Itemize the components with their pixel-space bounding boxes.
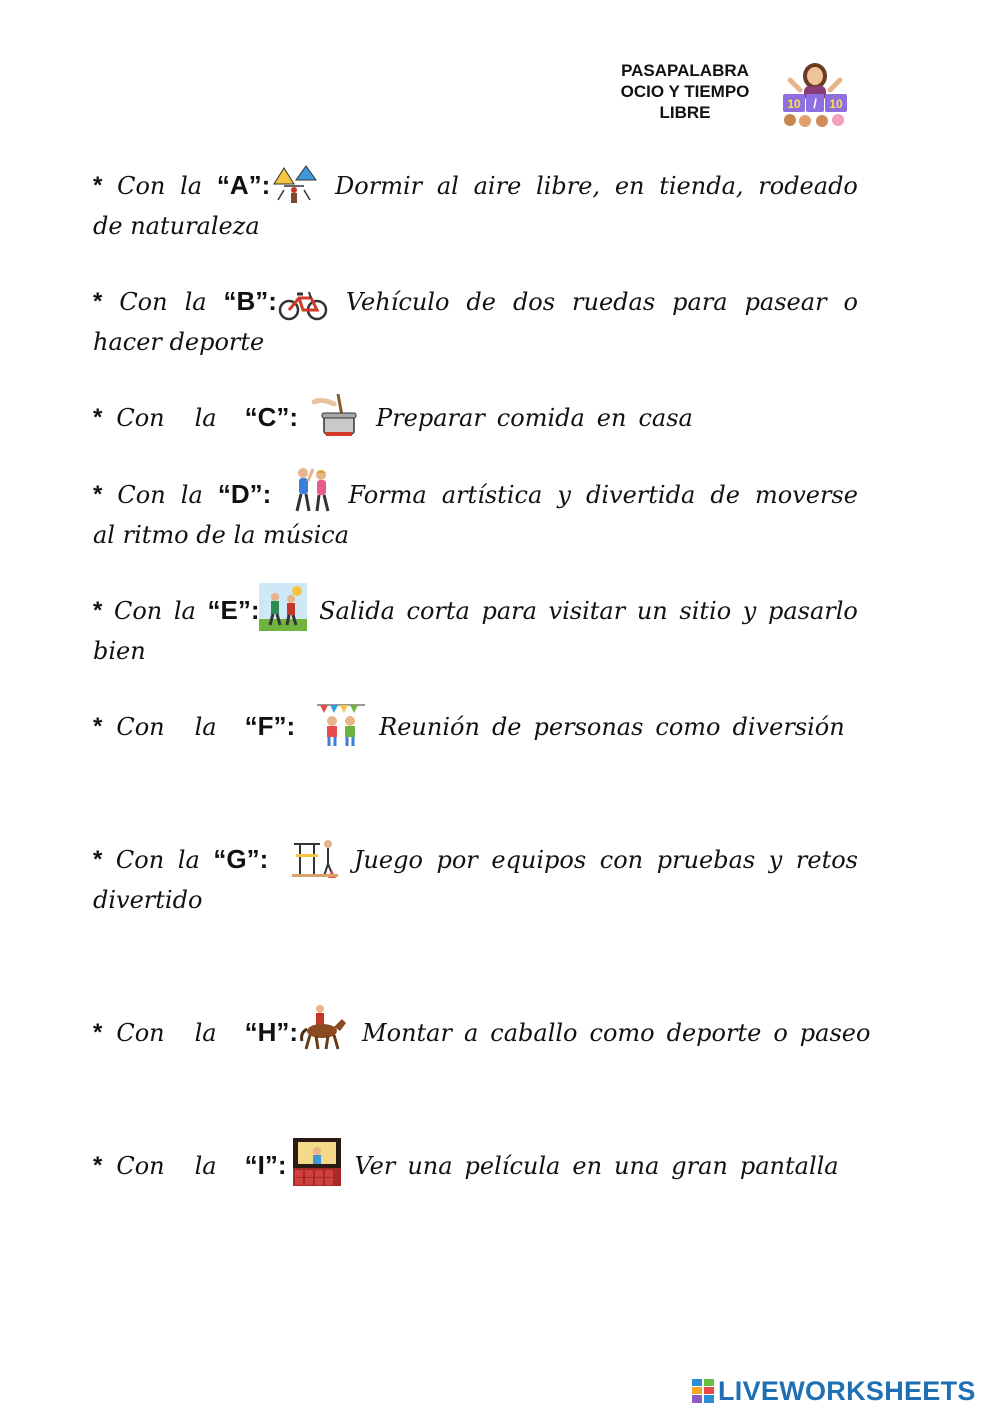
bitmoji-avatar-icon bbox=[780, 56, 850, 128]
clue-word: tienda, bbox=[659, 172, 744, 200]
clue-word: la bbox=[194, 713, 217, 741]
clue-word: equipos bbox=[491, 846, 587, 874]
clue-letter: “A”: bbox=[216, 170, 271, 200]
clue-word: Ver bbox=[354, 1152, 396, 1180]
clue-word: en bbox=[572, 1152, 603, 1180]
clue-word: casa bbox=[638, 404, 693, 432]
clue-word: artística bbox=[441, 481, 543, 509]
bicycle-icon bbox=[277, 288, 329, 322]
title-line: PASAPALABRA bbox=[621, 61, 749, 80]
clue-item-h bbox=[93, 1013, 871, 1053]
clue-item-a bbox=[93, 166, 858, 246]
worksheet-title bbox=[595, 60, 775, 123]
clue-letter: “B”: bbox=[223, 286, 277, 316]
clue-word: la bbox=[180, 172, 203, 200]
clue-word: la bbox=[173, 597, 196, 625]
clue-word: la bbox=[194, 404, 217, 432]
clue-word: Con bbox=[116, 1152, 165, 1180]
dancing-people-icon bbox=[291, 465, 333, 515]
clue-word: Preparar bbox=[376, 404, 485, 432]
svg-text:10: 10 bbox=[787, 97, 801, 111]
clue-word: pasarlo bbox=[767, 597, 858, 625]
clue-word: ruedas bbox=[572, 288, 656, 316]
clue-line bbox=[93, 1146, 858, 1186]
svg-text:/: / bbox=[813, 96, 817, 111]
svg-text:10: 10 bbox=[829, 97, 843, 111]
clue-letter: “I”: bbox=[244, 1150, 287, 1180]
clue-item-e bbox=[93, 591, 858, 671]
clue-word: Con bbox=[119, 288, 168, 316]
clue-word: deporte bbox=[666, 1019, 762, 1047]
clue-word: de bbox=[491, 713, 522, 741]
clue-word: la bbox=[184, 288, 207, 316]
clue-word: aire bbox=[473, 172, 522, 200]
clue-line bbox=[93, 707, 858, 747]
clue-letter: “G”: bbox=[213, 844, 269, 874]
horse-riding-icon bbox=[298, 1005, 348, 1053]
clue-word: como bbox=[589, 1019, 655, 1047]
bullet-marker: * bbox=[93, 597, 103, 624]
hiking-excursion-icon bbox=[259, 583, 307, 631]
clue-word: Con bbox=[116, 713, 165, 741]
cooking-pot-icon bbox=[312, 392, 362, 438]
clue-item-g bbox=[93, 840, 858, 920]
clue-word: moverse bbox=[754, 481, 858, 509]
clue-word: Forma bbox=[348, 481, 427, 509]
clue-word: en bbox=[614, 172, 645, 200]
clue-word: retos bbox=[795, 846, 858, 874]
clue-word: y bbox=[557, 481, 571, 509]
clue-word: y bbox=[768, 846, 783, 874]
clue-letter: “C”: bbox=[244, 402, 299, 432]
clue-word: corta bbox=[406, 597, 470, 625]
clue-word: la bbox=[180, 481, 203, 509]
clue-line bbox=[93, 475, 858, 515]
clue-word: la bbox=[177, 846, 200, 874]
clue-word: Montar bbox=[362, 1019, 452, 1047]
clue-word: película bbox=[464, 1152, 561, 1180]
clue-letter: “D”: bbox=[217, 479, 272, 509]
bullet-marker: * bbox=[93, 288, 103, 315]
title-line: OCIO Y TIEMPO bbox=[620, 82, 750, 101]
clue-word: para bbox=[481, 597, 537, 625]
clue-word: por bbox=[436, 846, 478, 874]
gymkhana-game-icon bbox=[290, 836, 340, 880]
clue-word: Reunión bbox=[379, 713, 480, 741]
bullet-marker: * bbox=[93, 404, 103, 431]
clue-item-b bbox=[93, 282, 858, 362]
clue-continuation: de naturaleza bbox=[93, 212, 260, 240]
clue-word: y bbox=[742, 597, 757, 625]
clue-continuation: divertido bbox=[93, 886, 203, 914]
bullet-marker: * bbox=[93, 846, 103, 873]
clue-word: de bbox=[710, 481, 740, 509]
clue-word: una bbox=[407, 1152, 453, 1180]
clue-word: de bbox=[466, 288, 496, 316]
clue-line bbox=[93, 591, 858, 631]
clue-word: pruebas bbox=[656, 846, 756, 874]
liveworksheets-branding[interactable] bbox=[692, 1376, 976, 1406]
clue-word: visitar bbox=[548, 597, 626, 625]
clue-letter: “E”: bbox=[207, 595, 260, 625]
clue-word: la bbox=[194, 1019, 217, 1047]
clue-word: personas bbox=[533, 713, 644, 741]
clue-word: o bbox=[843, 288, 858, 316]
party-people-icon bbox=[317, 701, 365, 747]
clue-continuation: hacer deporte bbox=[93, 328, 265, 356]
clue-word: libre, bbox=[536, 172, 601, 200]
clue-word: la bbox=[194, 1152, 217, 1180]
bullet-marker: * bbox=[93, 713, 103, 740]
clue-item-c bbox=[93, 398, 858, 438]
clue-word: comida bbox=[496, 404, 585, 432]
clue-letter: “F”: bbox=[244, 711, 296, 741]
clue-word: Salida bbox=[319, 597, 395, 625]
clue-line bbox=[93, 840, 858, 880]
clue-continuation: bien bbox=[93, 637, 146, 665]
liveworksheets-wordmark: LIVEWORKSHEETS bbox=[718, 1375, 976, 1406]
clue-word: Con bbox=[117, 172, 166, 200]
clue-word: divertida bbox=[585, 481, 696, 509]
clue-word: Con bbox=[115, 846, 165, 874]
bullet-marker: * bbox=[93, 172, 103, 199]
clue-item-i bbox=[93, 1146, 858, 1186]
clue-word: paseo bbox=[799, 1019, 871, 1047]
clue-item-f bbox=[93, 707, 858, 747]
bullet-marker: * bbox=[93, 1152, 103, 1179]
clue-word: Con bbox=[117, 481, 166, 509]
clue-word: con bbox=[599, 846, 644, 874]
clue-line bbox=[93, 282, 858, 322]
clue-word: Con bbox=[116, 404, 165, 432]
clue-word: Con bbox=[113, 597, 163, 625]
clue-word: pantalla bbox=[739, 1152, 839, 1180]
clue-word: en bbox=[596, 404, 627, 432]
bullet-marker: * bbox=[93, 481, 103, 508]
clue-line bbox=[93, 398, 858, 438]
clue-word: pasear bbox=[744, 288, 827, 316]
clue-word: al bbox=[436, 172, 459, 200]
clue-word: un bbox=[636, 597, 668, 625]
clue-word: una bbox=[614, 1152, 660, 1180]
bullet-marker: * bbox=[93, 1019, 103, 1046]
clue-word: Con bbox=[116, 1019, 165, 1047]
title-line: LIBRE bbox=[659, 103, 711, 122]
clue-word: o bbox=[773, 1019, 788, 1047]
clue-word: diversión bbox=[732, 713, 845, 741]
clue-word: rodeado bbox=[758, 172, 858, 200]
cinema-screen-icon bbox=[293, 1138, 341, 1186]
tent-camping-icon bbox=[270, 164, 320, 206]
clue-word: dos bbox=[512, 288, 556, 316]
clue-word: sitio bbox=[679, 597, 732, 625]
clue-continuation: al ritmo de la música bbox=[93, 521, 350, 549]
liveworksheets-logo-icon bbox=[692, 1379, 714, 1403]
clue-word: a bbox=[463, 1019, 479, 1047]
clue-word: caballo bbox=[490, 1019, 578, 1047]
clue-line bbox=[93, 1013, 871, 1053]
clue-word: como bbox=[655, 713, 721, 741]
clue-word: Juego bbox=[353, 846, 423, 874]
clue-word: gran bbox=[671, 1152, 728, 1180]
clue-line bbox=[93, 166, 858, 206]
clue-letter: “H”: bbox=[244, 1017, 299, 1047]
clue-word: Dormir bbox=[335, 172, 423, 200]
clue-item-d bbox=[93, 475, 858, 555]
clue-word: Vehículo bbox=[345, 288, 450, 316]
clue-word: para bbox=[672, 288, 728, 316]
